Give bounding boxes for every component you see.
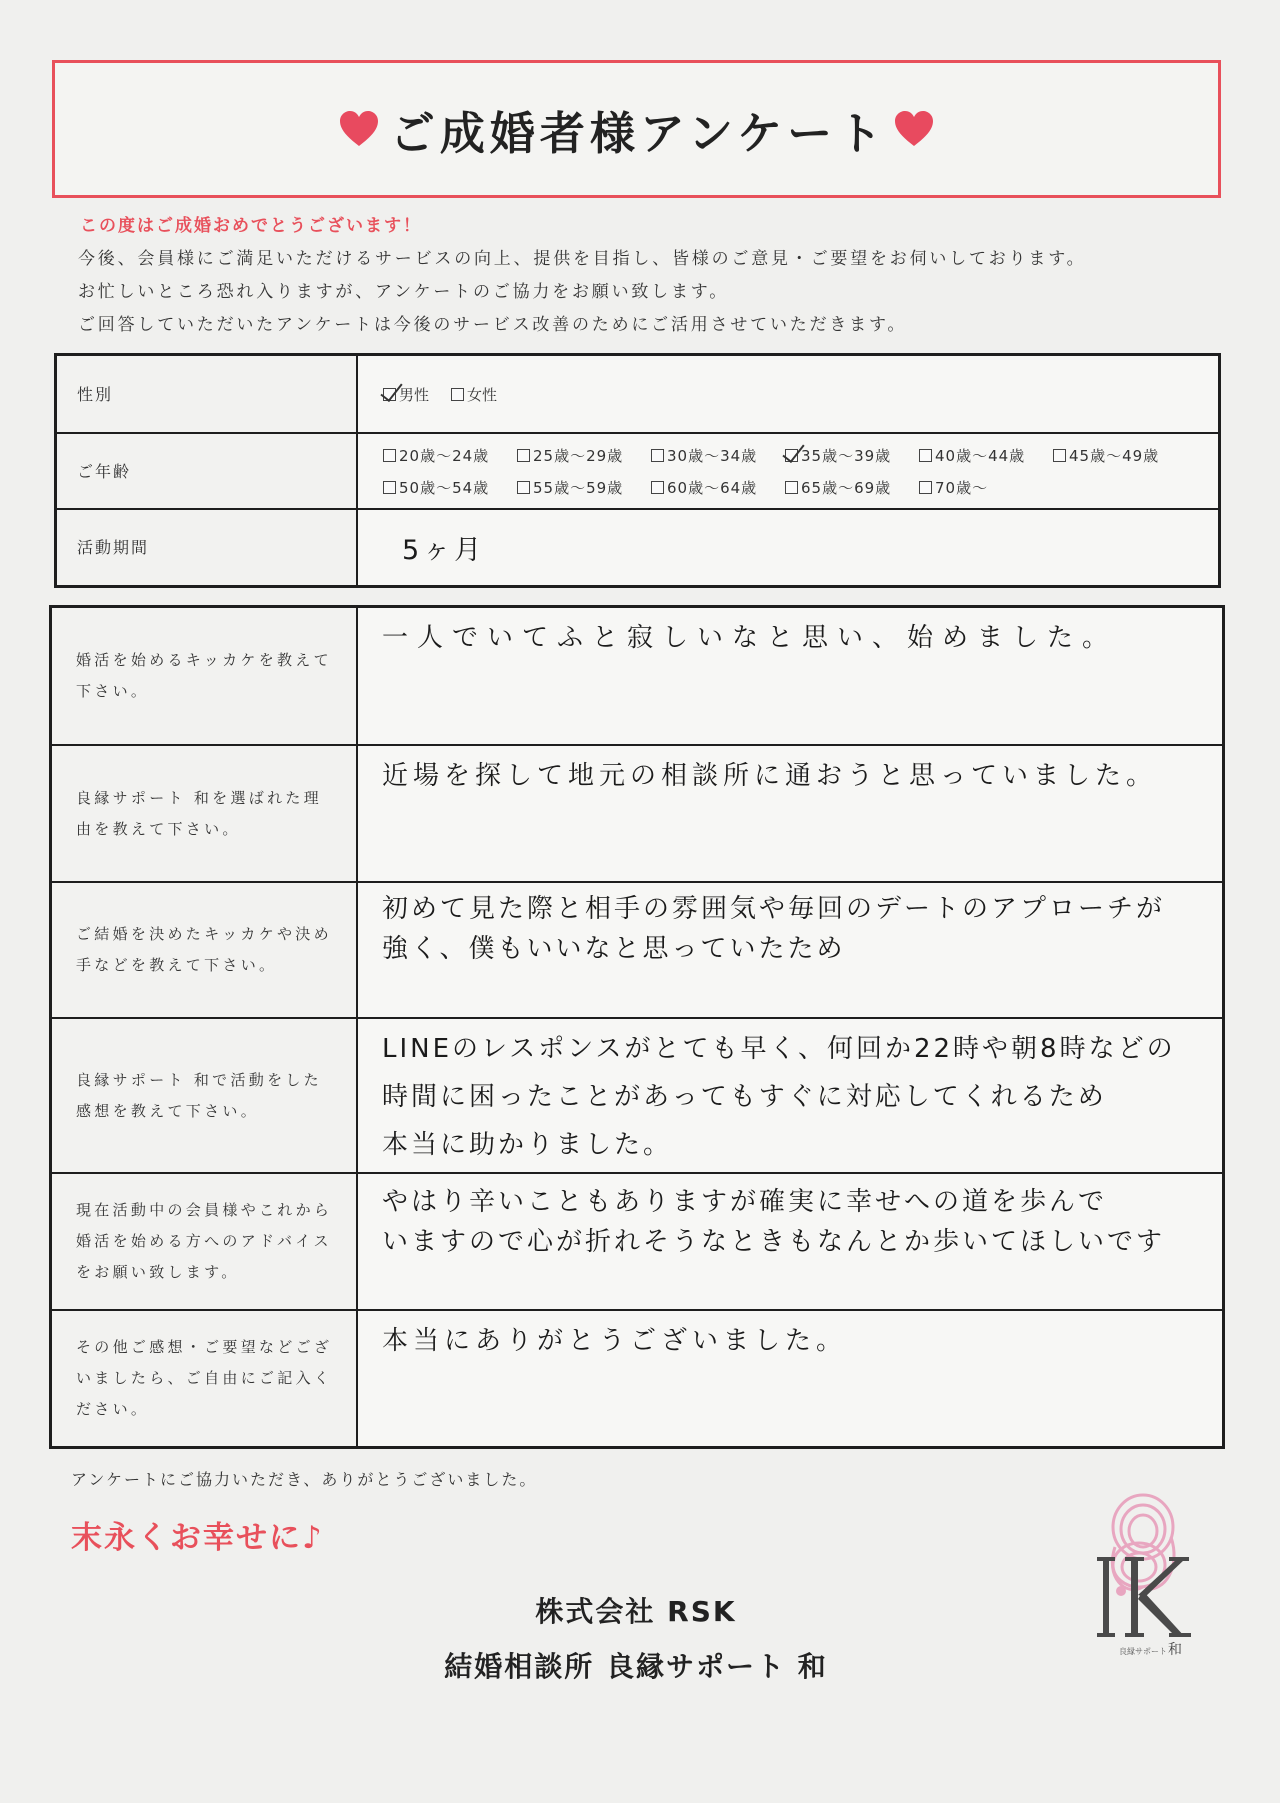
gender-option-label: 女性 [467,385,498,404]
question-label-line: その他ご感想・ご要望などござ [76,1338,333,1356]
answer-cell [358,1311,1222,1446]
answer-cell [358,746,1222,881]
checkbox-icon [383,449,396,462]
age-option-label: 60歳～64歳 [667,478,758,497]
question-row [52,608,1222,744]
answer-line: やはり辛いこともありますが確実に幸せへの道を歩んで [382,1187,1108,1217]
gender-option [451,384,497,405]
wish-text: 末永くお幸せに♪ [71,1520,324,1556]
checkbox-icon [651,481,664,494]
age-option [785,442,919,468]
question-row [52,744,1222,881]
question-row [52,1309,1222,1446]
question-label-line: いましたら、ご自由にご記入く [76,1369,333,1387]
questions-table [49,605,1225,1449]
age-option-label: 25歳～29歳 [533,446,624,465]
question-label [52,608,358,744]
question-label-line: 婚活を始める方へのアドバイス [76,1232,332,1250]
question-row [52,1017,1222,1172]
office-name: 結婚相談所 良縁サポート 和 [444,1650,828,1683]
age-option [383,442,517,468]
checked-checkbox-icon [785,449,798,462]
answer-cell [358,1174,1222,1309]
answer-line: 本当に助かりました。 [382,1130,673,1160]
checkbox-icon [451,388,464,401]
answer-line: 一人でいてふと寂しいなと思い、始めました。 [382,623,1118,653]
logo-caption-large: 和 [1168,1642,1182,1658]
company-name: 株式会社 RSK [535,1595,737,1628]
checkbox-icon [517,449,530,462]
profile-table [54,353,1221,588]
checked-checkbox-icon [383,388,396,401]
age-option-label: 30歳～34歳 [667,446,758,465]
answer-line: いますので心が折れそうなときもなんとか歩いてほしいです [382,1227,1166,1257]
age-option [919,474,1053,500]
period-label [57,510,358,585]
checkbox-icon [1053,449,1066,462]
checkbox-icon [919,449,932,462]
age-option [1053,442,1187,468]
answer-line: LINEのレスポンスがとても早く、何回か22時や朝8時などの [382,1034,1176,1064]
age-option [517,474,651,500]
period-label-text: 活動期間 [77,538,150,557]
question-label-line: 由を教えて下さい。 [76,819,241,838]
brand-logo [1085,1487,1207,1659]
age-option-label: 70歳～ [935,478,989,497]
intro-line: 今後、会員様にご満足いただけるサービスの向上、提供を目指し、皆様のご意見・ご要望をお伺いしております。 [78,249,1087,269]
age-label [57,434,358,508]
heart-icon [338,110,380,148]
gender-label-text: 性別 [77,384,114,404]
question-label-line: ださい。 [76,1400,150,1418]
age-option [785,474,919,500]
period-answer-cell [358,510,1218,585]
gender-option [383,384,429,405]
age-option-label: 35歳～39歳 [801,446,892,465]
checkbox-icon [785,481,798,494]
intro-line: ご回答していただいたアンケートは今後のサービス改善のためにご活用させていただきます。 [78,315,908,335]
age-option-label: 65歳～69歳 [801,478,892,497]
question-label-line: をお願い致します。 [76,1263,240,1281]
answer-cell [358,608,1222,744]
age-options [383,442,1218,500]
logo-caption [1119,1639,1182,1659]
question-label-line: 現在活動中の会員様やこれから [76,1201,333,1219]
question-label [52,1019,358,1172]
checkbox-icon [383,481,396,494]
age-row [57,432,1218,508]
gender-option-label: 男性 [399,385,430,404]
question-label-line: 下さい。 [76,682,150,700]
question-label-line: 良縁サポート 和を選ばれた理 [76,788,322,807]
question-label-line: ご結婚を決めたキッカケや決め [76,925,332,943]
logo-mark-icon [1085,1487,1207,1659]
age-option [919,442,1053,468]
answer-line: 強く、僕もいいなと思っていたため [382,934,846,964]
age-option [651,474,785,500]
answer-line: 初めて見た際と相手の雰囲気や毎回のデートのアプローチが [382,894,1166,924]
checkbox-icon [651,449,664,462]
heart-icon [893,110,935,148]
age-option [383,474,517,500]
age-option-label: 45歳～49歳 [1069,446,1160,465]
question-label-line: 良縁サポート 和で活動をした [76,1070,322,1089]
answer-cell [358,883,1222,1017]
age-option-label: 40歳～44歳 [935,446,1026,465]
question-label [52,746,358,881]
period-row [57,508,1218,585]
greeting: この度はご成婚おめでとうございます！ [80,216,422,236]
age-option-label: 50歳～54歳 [399,478,490,497]
answer-cell [358,1019,1222,1172]
gender-row [57,356,1218,432]
page-title: ご成婚者様アンケート [389,106,888,160]
period-answer: 5ヶ月 [402,535,486,566]
question-label [52,1311,358,1446]
age-label-text: ご年齢 [77,461,132,481]
answer-line: 近場を探して地元の相談所に通おうと思っていました。 [382,761,1158,791]
age-option-label: 55歳～59歳 [533,478,624,497]
answer-line: 時間に困ったことがあってもすぐに対応してくれるため [382,1082,1107,1112]
question-row [52,1172,1222,1309]
age-option [517,442,651,468]
question-label [52,883,358,1017]
gender-options [358,356,1218,432]
question-row [52,881,1222,1017]
checkbox-icon [517,481,530,494]
question-label-line: 手などを教えて下さい。 [76,956,278,974]
checkbox-icon [919,481,932,494]
answer-line: 本当にありがとうございました。 [382,1326,848,1356]
age-option [651,442,785,468]
age-option-label: 20歳～24歳 [399,446,490,465]
gender-label [57,356,358,432]
logo-caption-small: 良縁サポート [1119,1647,1167,1656]
question-label-line: 感想を教えて下さい。 [76,1101,260,1120]
question-label-line: 婚活を始めるキッカケを教えて [76,651,332,669]
age-options-cell [358,434,1218,508]
thanks-text: アンケートにご協力いただき、ありがとうございました。 [71,1470,538,1489]
intro-line: お忙しいところ恐れ入りますが、アンケートのご協力をお願い致します。 [78,282,730,302]
question-label [52,1174,358,1309]
intro-text [78,210,1218,342]
title-box [52,60,1221,198]
